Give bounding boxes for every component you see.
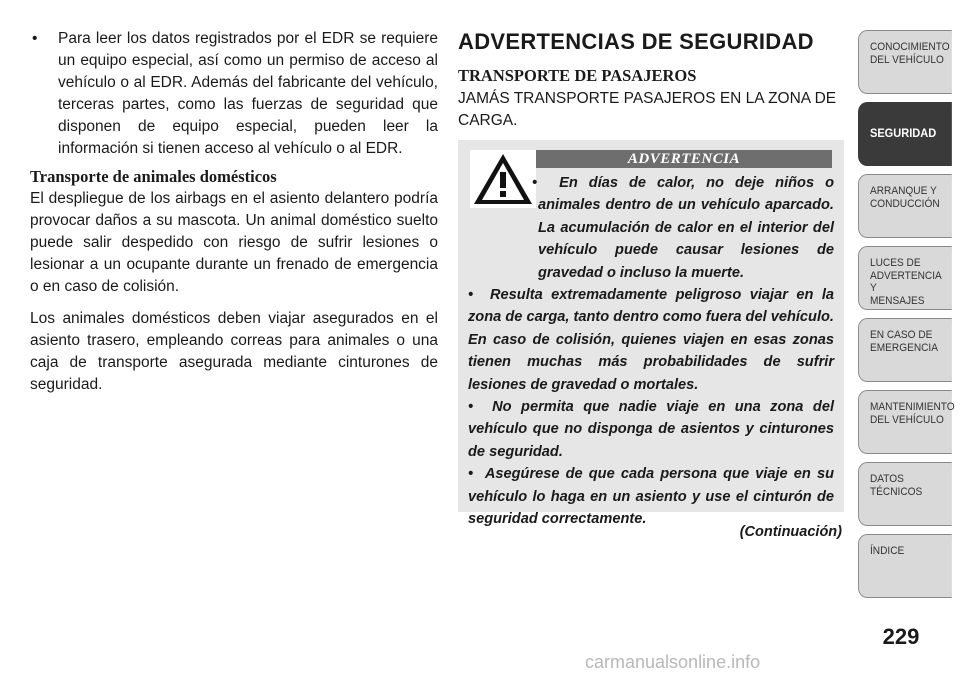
section-title: ADVERTENCIAS DE SEGURIDAD [458,29,814,54]
tab-datos-tecnicos[interactable]: DATOS TÉCNICOS [858,462,952,526]
warning-body [468,172,834,531]
warning-item: • En días de calor, no deje niños o animales dentro de un vehículo aparcado. La acumulación de calor en el interior del vehículo puede causar lesiones de gravedad o incluso la muerte. [532,175,835,281]
pets-heading: Transporte de animales domésticos [30,167,277,186]
warning-item: • No permita que nadie viaje en una zona del vehículo que no disponga de asientos y cinturones de seguridad. [468,399,834,460]
pets-paragraph-1: El despliegue de los airbags en el asiento delantero podría provocar daños a su mascota. Un animal doméstico suelto puede salir despedido con riesgo de sufrir lesiones o lesionar a un ocupante durante un frenado de emergencia o en caso de colisión. [30,190,438,295]
tab-mantenimiento-del-vehiculo[interactable]: MANTENIMIENTO DEL VEHÍCULO [858,390,952,454]
tab-arranque-y-conduccion[interactable]: ARRANQUE Y CONDUCCIÓN [858,174,952,238]
warning-header: ADVERTENCIA [536,150,832,168]
chapter-tabs [858,30,960,606]
pets-paragraph-2: Los animales domésticos deben viajar asegurados en el asiento trasero, empleando correas para animales o una caja de transporte asegurada mediante cinturones de seguridad. [30,310,438,393]
edr-bullet-text: Para leer los datos registrados por el EDR se requiere un equipo especial, así como un permiso de acceso al vehículo o al EDR. Además del fabricante del vehículo, terceras partes, como las fuerzas de seguridad que disponen de equipo especial, pueden leer la información si tienen acceso al vehículo o al EDR. [58,30,438,157]
warning-box [458,140,844,528]
watermark: carmanualsonline.info [585,652,761,672]
tab-en-caso-de-emergencia[interactable]: EN CASO DE EMERGENCIA [858,318,952,382]
bullet-item [30,28,438,160]
warning-item: • Resulta extremadamente peligroso viajar en la zona de carga, tanto dentro como fuera del vehículo. En caso de colisión, quienes viajen en esas zonas tienen muchas más probabilidades de sufrir lesiones de gravedad o mortales. [468,287,834,393]
bullet-dot: • [32,30,38,47]
page-number: 229 [882,624,920,649]
continuation-label: (Continuación) [739,524,842,540]
tab-indice[interactable]: ÍNDICE [858,534,952,598]
tab-luces-de-advertencia[interactable]: LUCES DE ADVERTENCIA Y MENSAJES [858,246,952,310]
subsection-title: TRANSPORTE DE PASAJEROS [458,66,697,85]
right-column [458,28,844,132]
transport-warning-text: JAMÁS TRANSPORTE PASAJEROS EN LA ZONA DE CARGA. [458,90,837,129]
tab-conocimiento-del-vehiculo[interactable]: CONOCIMIENTO DEL VEHÍCULO [858,30,952,94]
warning-item: • Asegúrese de que cada persona que viaje en su vehículo lo haga en un asiento y use el cinturón de seguridad correctamente. [468,466,834,528]
left-column [30,28,438,406]
tab-seguridad[interactable]: SEGURIDAD [858,102,952,166]
